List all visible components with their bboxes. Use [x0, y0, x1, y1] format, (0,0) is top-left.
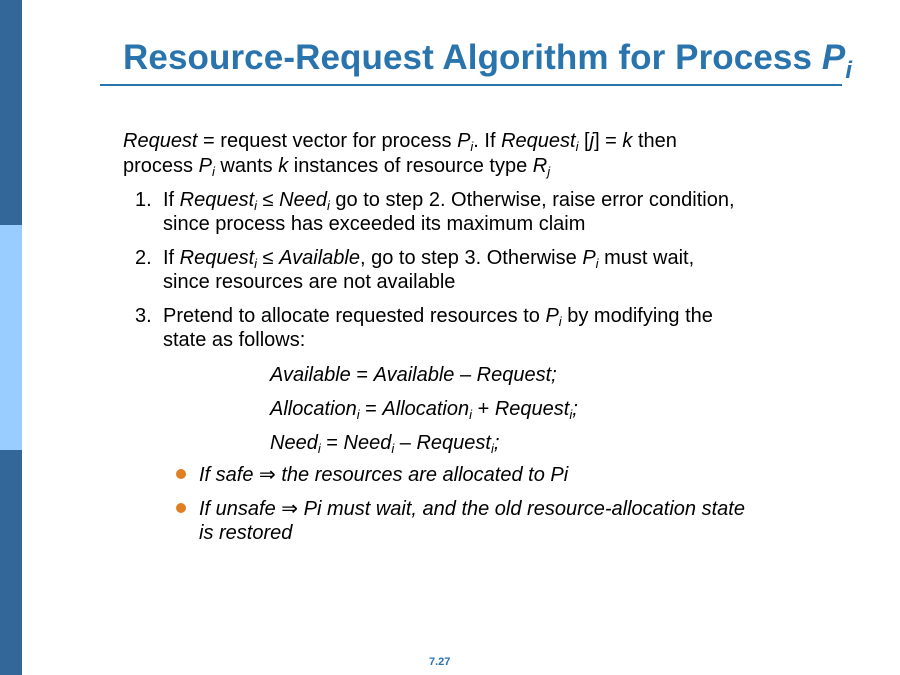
bullet-unsafe-line-2: is restored [199, 522, 293, 544]
bullet-dot-icon [176, 469, 186, 479]
equation-need: Need$_i$ = Need$_i$ – Request$_i$; [270, 432, 500, 456]
step-2-number: 2. [135, 247, 152, 269]
title-var: P [821, 38, 846, 77]
step-3-number: 3. [135, 305, 152, 327]
step-2-line-2: since resources are not available [163, 271, 456, 293]
equation-available: Available = Available – Request; [270, 364, 557, 386]
sidebar-segment-middle [0, 225, 22, 450]
title-underline [100, 84, 842, 86]
step-3-line-1: Pretend to allocate requested resources to $P_i$ by modifying the [163, 305, 713, 329]
sidebar-segment-bottom [0, 450, 22, 675]
page-number: 7.27 [429, 656, 451, 668]
step-1-number: 1. [135, 189, 152, 211]
intro-line-1: Request = request vector for process $P_i$. If Request$_i$ [j] = k then [123, 130, 677, 154]
sidebar-segment-top [0, 0, 22, 225]
implies-icon: ⇒ [259, 464, 276, 486]
intro-line-2: process $P_i$ wants k instances of resource type $R_j$ [123, 155, 551, 179]
step-1-line-2: since process has exceeded its maximum claim [163, 213, 586, 235]
bullet-dot-icon [176, 503, 186, 513]
title-text: Resource-Request Algorithm for Process [123, 38, 822, 77]
step-3-line-2: state as follows: [163, 329, 306, 351]
step-1-line-1: If Request$_i$ ≤ Need$_i$ go to step 2. Otherwise, raise error condition, [163, 189, 735, 213]
equation-allocation: Allocation$_i$ = Allocation$_i$ + Request$_i$; [270, 398, 578, 422]
slide-title [123, 38, 852, 85]
title-sub: i [845, 57, 853, 84]
left-sidebar-bar [0, 0, 22, 675]
bullet-safe: If safe ⇒ the resources are allocated to Pi [199, 464, 569, 486]
bullet-unsafe-line-1: If unsafe ⇒ Pi must wait, and the old resource-allocation state [199, 498, 745, 520]
step-2-line-1: If Request$_i$ ≤ Available, go to step 3. Otherwise $P_i$ must wait, [163, 247, 695, 271]
implies-icon: ⇒ [281, 498, 299, 520]
